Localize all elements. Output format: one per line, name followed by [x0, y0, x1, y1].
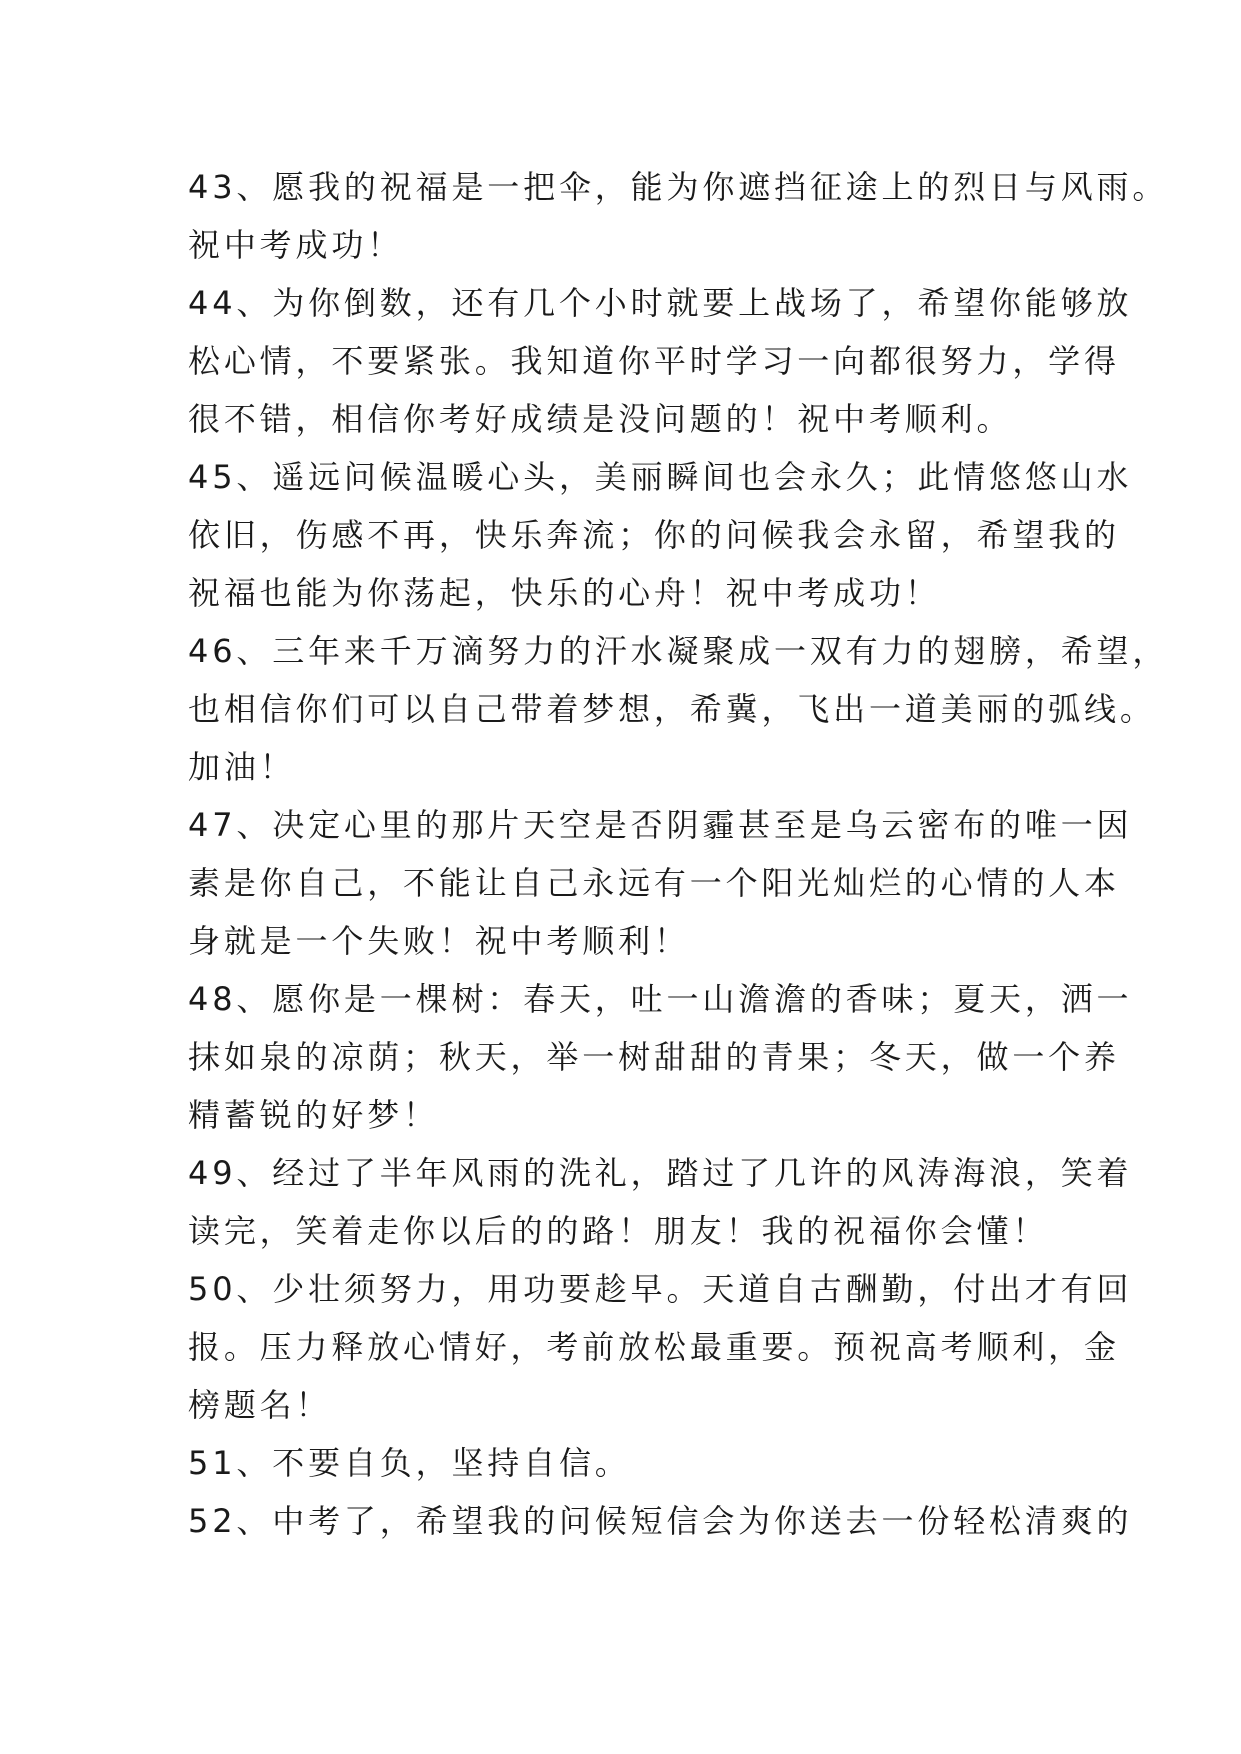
text-line: 松心情，不要紧张。我知道你平时学习一向都很努力，学得 [188, 342, 1120, 380]
text-line: 45、遥远问候温暖心头，美丽瞬间也会永久；此情悠悠山水 [188, 458, 1133, 496]
text-line: 读完，笑着走你以后的的路！朋友！我的祝福你会懂！ [188, 1212, 1049, 1250]
text-line: 素是你自己，不能让自己永远有一个阳光灿烂的心情的人本 [188, 864, 1120, 902]
text-line: 榜题名！ [188, 1386, 332, 1424]
text-line: 52、中考了，希望我的问候短信会为你送去一份轻松清爽的 [188, 1502, 1133, 1540]
text-line: 49、经过了半年风雨的洗礼，踏过了几许的风涛海浪，笑着 [188, 1154, 1133, 1192]
text-line: 44、为你倒数，还有几个小时就要上战场了，希望你能够放 [188, 284, 1133, 322]
text-line: 47、决定心里的那片天空是否阴霾甚至是乌云密布的唯一因 [188, 806, 1133, 844]
text-line: 也相信你们可以自己带着梦想，希冀，飞出一道美丽的弧线。 [188, 690, 1156, 728]
text-line: 报。压力释放心情好，考前放松最重要。预祝高考顺利，金 [188, 1328, 1120, 1366]
text-line: 祝中考成功！ [188, 226, 404, 264]
text-line: 精蓄锐的好梦！ [188, 1096, 439, 1134]
text-line: 46、三年来千万滴努力的汗水凝聚成一双有力的翅膀，希望， [188, 632, 1169, 670]
text-line: 抹如泉的凉荫；秋天，举一树甜甜的青果；冬天，做一个养 [188, 1038, 1120, 1076]
text-line: 祝福也能为你荡起，快乐的心舟！祝中考成功！ [188, 574, 941, 612]
text-line: 依旧，伤感不再，快乐奔流；你的问候我会永留，希望我的 [188, 516, 1120, 554]
document-body [188, 158, 1169, 1550]
text-line: 50、少壮须努力，用功要趁早。天道自古酬勤，付出才有回 [188, 1270, 1133, 1308]
text-line: 48、愿你是一棵树：春天，吐一山澹澹的香味；夏天，洒一 [188, 980, 1133, 1018]
text-line: 加油！ [188, 748, 296, 786]
text-line: 51、不要自负，坚持自信。 [188, 1444, 631, 1482]
text-line: 身就是一个失败！祝中考顺利！ [188, 922, 690, 960]
text-line: 43、愿我的祝福是一把伞，能为你遮挡征途上的烈日与风雨。 [188, 168, 1169, 206]
text-line: 很不错，相信你考好成绩是没问题的！祝中考顺利。 [188, 400, 1013, 438]
